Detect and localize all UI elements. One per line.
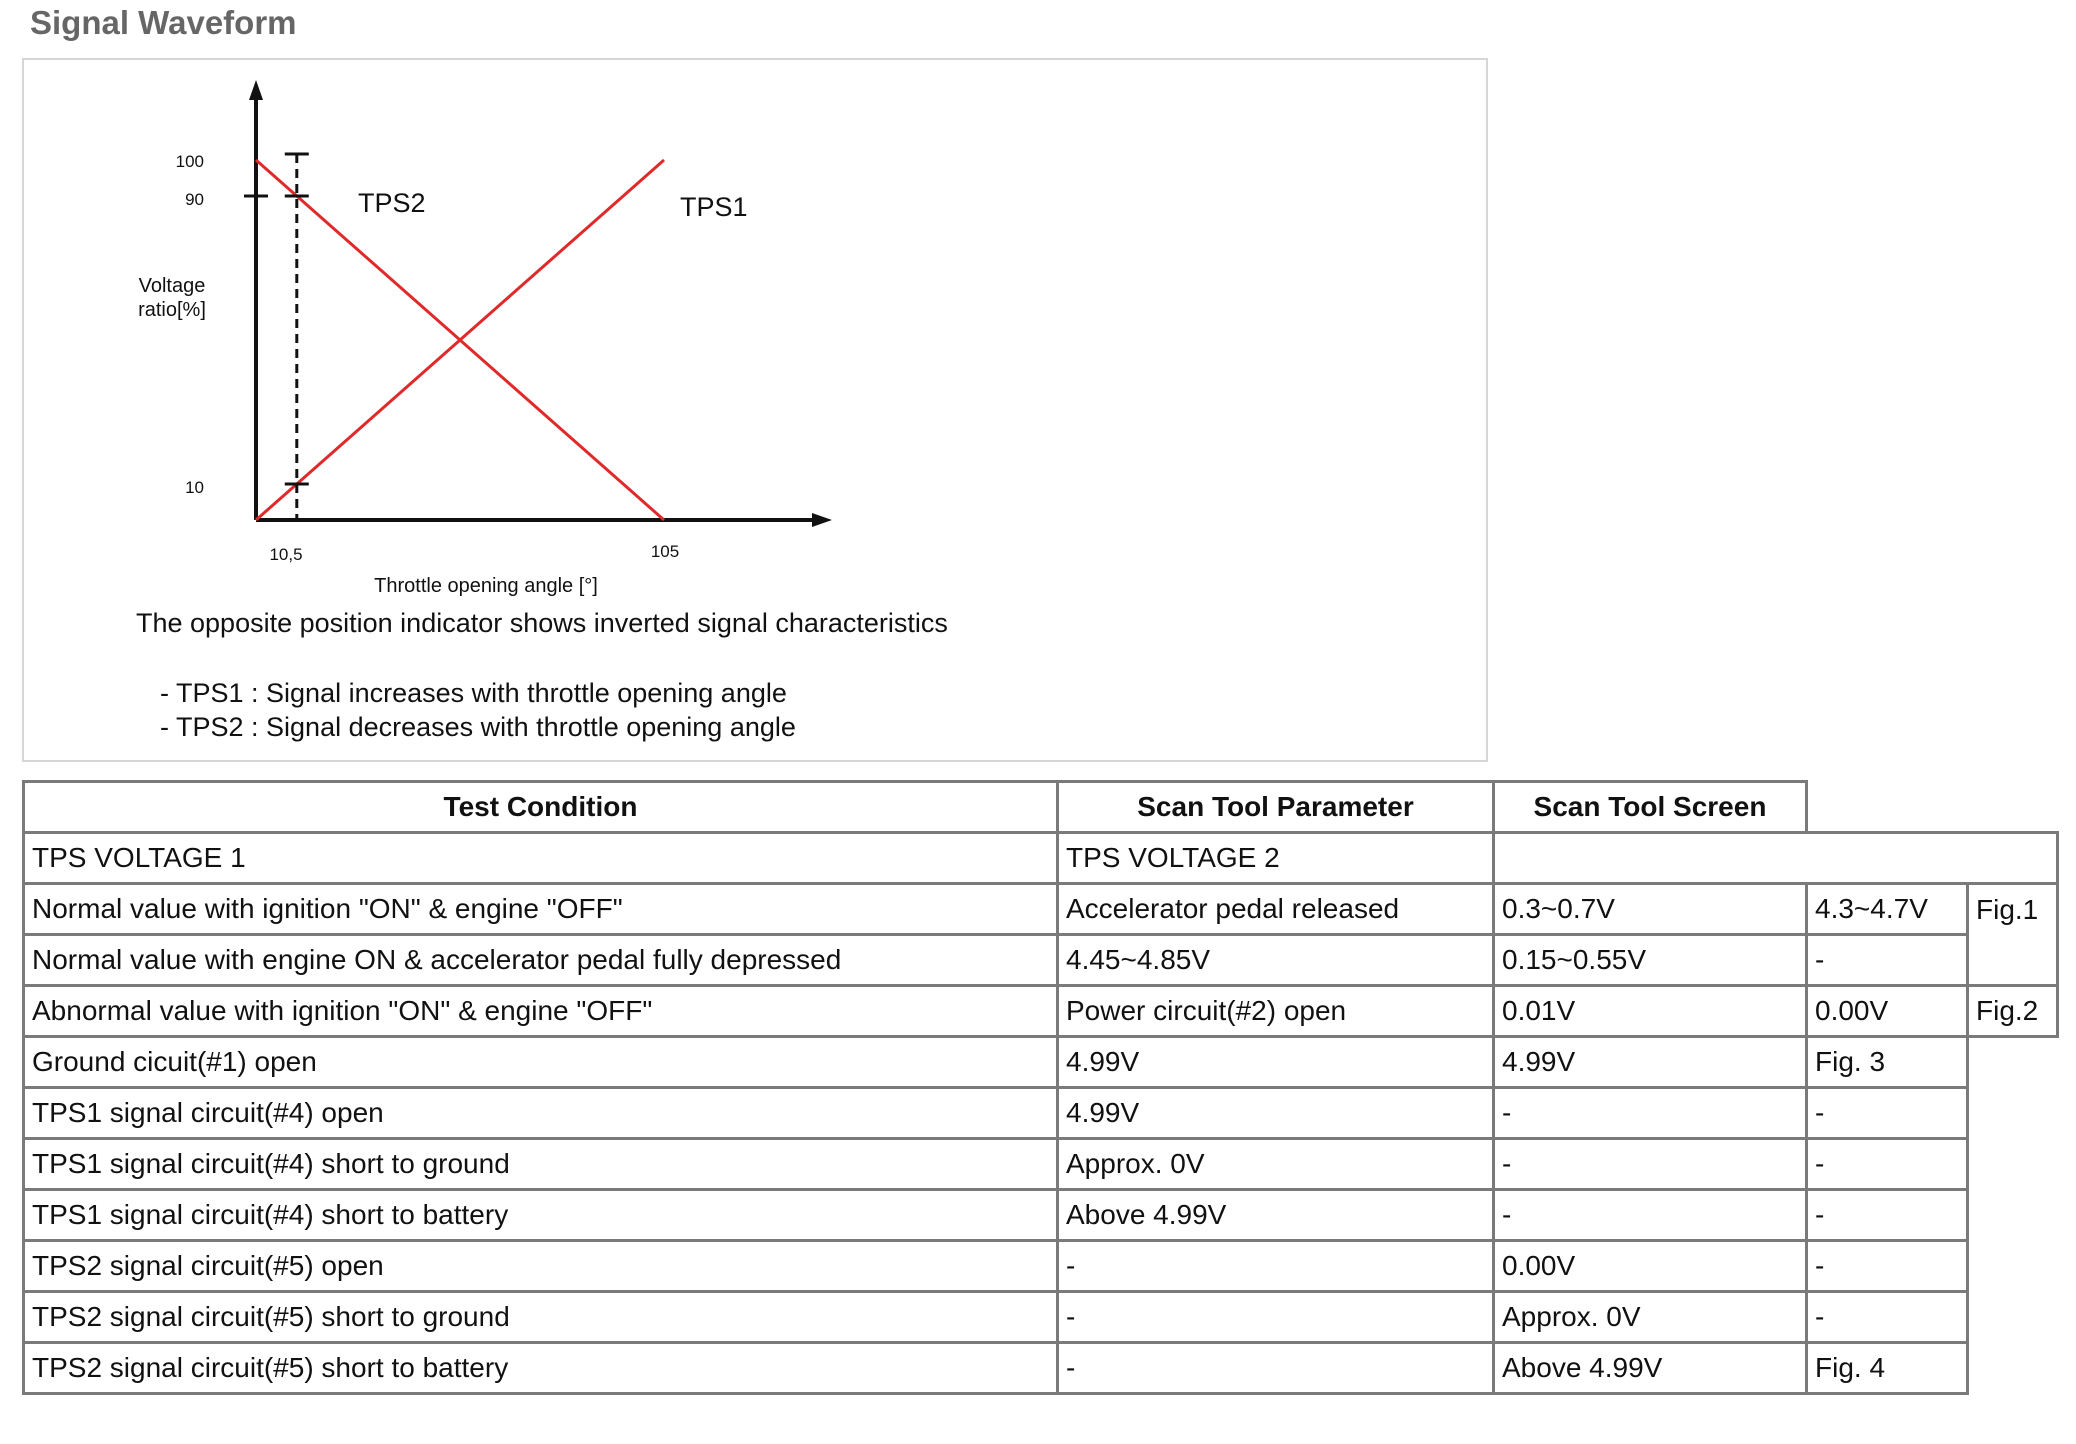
table-cell: Abnormal value with ignition "ON" & engine "OFF" (24, 986, 1058, 1037)
table-cell: Normal value with engine ON & accelerator pedal fully depressed (24, 935, 1058, 986)
note-tps1: - TPS1 : Signal increases with throttle opening angle (160, 678, 787, 708)
param-tps-voltage-1: TPS VOLTAGE 1 (24, 833, 1058, 884)
table-cell: Fig.2 (1968, 986, 2058, 1037)
header-test-condition: Test Condition (24, 782, 1058, 833)
table-cell (1968, 1088, 2058, 1139)
table-cell: TPS2 signal circuit(#5) short to ground (24, 1292, 1058, 1343)
series-label-tps2: TPS2 (358, 188, 426, 218)
table-cell: 0.01V (1494, 986, 1807, 1037)
table-row (24, 986, 2058, 1037)
table-cell: Power circuit(#2) open (1058, 986, 1494, 1037)
table-cell (1968, 935, 2058, 986)
table-cell: Approx. 0V (1058, 1139, 1494, 1190)
table-row (24, 1139, 2058, 1190)
diagnostic-table (22, 780, 2059, 1395)
table-cell (1968, 1190, 2058, 1241)
series-label-tps1: TPS1 (680, 192, 748, 222)
table-cell (1968, 1343, 2058, 1394)
table-cell: Fig.1 (1968, 884, 2058, 935)
table-cell: Ground cicuit(#1) open (24, 1037, 1058, 1088)
table-cell: Above 4.99V (1058, 1190, 1494, 1241)
table-parameter-row (24, 833, 2058, 884)
table-row (24, 935, 2058, 986)
table-cell: - (1807, 1292, 1968, 1343)
header-blank (1807, 782, 2058, 833)
table-cell: 4.99V (1058, 1037, 1494, 1088)
table-cell: 4.3~4.7V (1807, 884, 1968, 935)
table-cell: - (1807, 1139, 1968, 1190)
note-tps2: - TPS2 : Signal decreases with throttle opening angle (160, 712, 796, 742)
x-tick-label: 10,5 (269, 545, 303, 564)
table-cell (1968, 1241, 2058, 1292)
table-cell: - (1807, 935, 1968, 986)
table-cell: Accelerator pedal released (1058, 884, 1494, 935)
y-axis-arrow (249, 80, 263, 100)
table-cell: 0.15~0.55V (1494, 935, 1807, 986)
table-cell: - (1807, 1190, 1968, 1241)
table-cell: TPS1 signal circuit(#4) short to ground (24, 1139, 1058, 1190)
table-cell: TPS2 signal circuit(#5) short to battery (24, 1343, 1058, 1394)
table-cell: TPS2 signal circuit(#5) open (24, 1241, 1058, 1292)
table-cell: 0.00V (1807, 986, 1968, 1037)
table-row (24, 1241, 2058, 1292)
figure-caption: The opposite position indicator shows inverted signal characteristics (136, 608, 948, 638)
table-cell: - (1494, 1088, 1807, 1139)
table-cell: - (1494, 1139, 1807, 1190)
table-cell: TPS1 signal circuit(#4) open (24, 1088, 1058, 1139)
x-axis-arrow (812, 513, 832, 527)
figure-notes (160, 676, 796, 744)
table-cell (1968, 1139, 2058, 1190)
table-cell: Approx. 0V (1494, 1292, 1807, 1343)
table-cell: 4.99V (1494, 1037, 1807, 1088)
table-cell: - (1058, 1241, 1494, 1292)
table-row (24, 1190, 2058, 1241)
table-cell: - (1807, 1241, 1968, 1292)
x-tick-label: 105 (650, 542, 680, 561)
table-header-row (24, 782, 2058, 833)
y-tick-label: 100 (175, 152, 204, 171)
table-cell: Fig. 4 (1807, 1343, 1968, 1394)
signal-waveform-figure (22, 58, 1488, 762)
table-cell: 0.3~0.7V (1494, 884, 1807, 935)
table-cell: Fig. 3 (1807, 1037, 1968, 1088)
header-scan-tool-parameter: Scan Tool Parameter (1058, 782, 1494, 833)
table-cell: 0.00V (1494, 1241, 1807, 1292)
table-cell (1968, 1037, 2058, 1088)
table-cell: Normal value with ignition "ON" & engine "OFF" (24, 884, 1058, 935)
table-cell: - (1494, 1190, 1807, 1241)
table-cell: - (1058, 1343, 1494, 1394)
y-tick-label: 10 (185, 478, 204, 497)
x-axis-label: Throttle opening angle [°] (374, 575, 598, 597)
table-row (24, 1037, 2058, 1088)
param-blank (1494, 833, 2058, 884)
table-cell: 4.99V (1058, 1088, 1494, 1139)
table-cell: TPS1 signal circuit(#4) short to battery (24, 1190, 1058, 1241)
waveform-chart (24, 60, 1486, 760)
param-tps-voltage-2: TPS VOLTAGE 2 (1058, 833, 1494, 884)
table-cell: Above 4.99V (1494, 1343, 1807, 1394)
header-scan-tool-screen: Scan Tool Screen (1494, 782, 1807, 833)
table-cell: - (1058, 1292, 1494, 1343)
section-title: Signal Waveform (30, 4, 297, 41)
table-row (24, 1292, 2058, 1343)
table-row (24, 1343, 2058, 1394)
table-cell: - (1807, 1088, 1968, 1139)
table-row (24, 1088, 2058, 1139)
y-axis-label: ratio[%] (138, 299, 206, 321)
table-cell (1968, 1292, 2058, 1343)
table-cell: 4.45~4.85V (1058, 935, 1494, 986)
y-tick-label: 90 (185, 190, 204, 209)
y-axis-label: Voltage (138, 275, 206, 297)
table-row (24, 884, 2058, 935)
